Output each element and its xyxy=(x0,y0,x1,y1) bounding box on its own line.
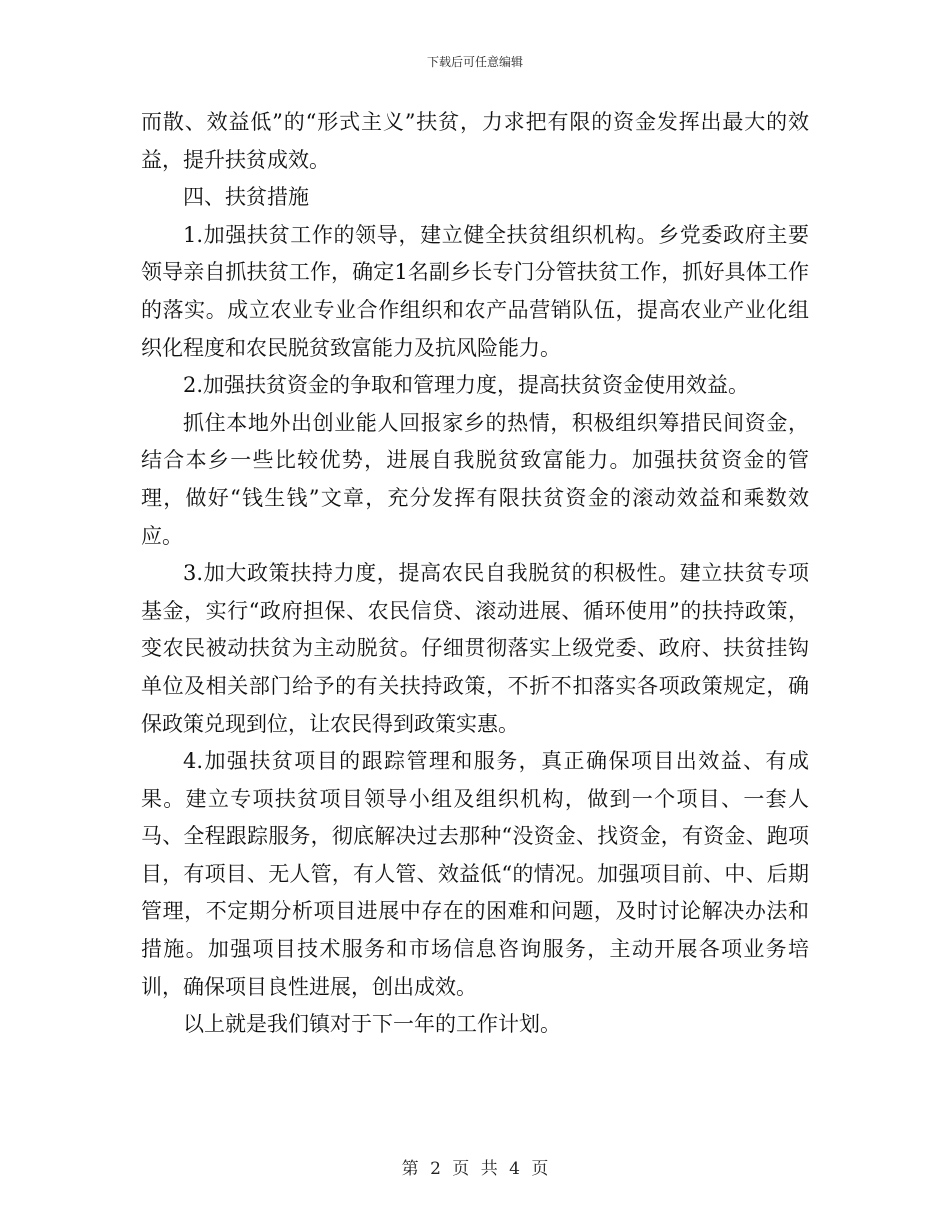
paragraph: 4.加强扶贫项目的跟踪管理和服务，真正确保项目出效益、有成果。建立专项扶贫项目领导小组及组织机构，做到一个项目、一套人马、全程跟踪服务，彻底解决过去那种“没资金、找资金，有资金、跑项目，有项目、无人管，有人管、效益低“的情况。加强项目前、中、后期管理，不定期分析项目进展中存在的困难和问题，及时讨论解决办法和措施。加强项目技术服务和市场信息咨询服务，主动开展各项业务培训，确保项目良性进展，创出成效。 xyxy=(141,749,809,999)
paragraph: 2.加强扶贫资金的争取和管理力度，提高扶贫资金使用效益。 xyxy=(183,373,750,398)
page-header-note: 下载后可任意编辑 xyxy=(426,55,523,69)
section-heading: 四、扶贫措施 xyxy=(183,185,309,210)
paragraph: 3.加大政策扶持力度，提高农民自我脱贫的积极性。建立扶贫专项基金，实行“政府担保、农民信贷、滚动进展、循环使用”的扶持政策，变农民被动扶贫为主动脱贫。仔细贯彻落实上级党委、政府、扶贫挂钩单位及相关部门给予的有关扶持政策，不折不扣落实各项政策规定，确保政策兑现到位，让农民得到政策实惠。 xyxy=(141,561,809,736)
page-number: 第 2 页 共 4 页 xyxy=(401,1159,549,1179)
paragraph: 而散、效益低”的“形式主义”扶贫，力求把有限的资金发挥出最大的效益，提升扶贫成效。 xyxy=(141,110,809,172)
paragraph: 1.加强扶贫工作的领导，建立健全扶贫组织机构。乡党委政府主要领导亲自抓扶贫工作，确定1名副乡长专门分管扶贫工作，抓好具体工作的落实。成立农业专业合作组织和农产品营销队伍，提高农业产业化组织化程度和农民脱贫致富能力及抗风险能力。 xyxy=(141,222,809,360)
paragraph: 以上就是我们镇对于下一年的工作计划。 xyxy=(183,1012,561,1037)
paragraph: 抓住本地外出创业能人回报家乡的热情，积极组织筹措民间资金，结合本乡一些比较优势，进展自我脱贫致富能力。加强扶贫资金的管理，做好“钱生钱”文章，充分发挥有限扶贫资金的滚动效益和乘数效应。 xyxy=(141,410,809,548)
document-body xyxy=(141,104,809,1044)
